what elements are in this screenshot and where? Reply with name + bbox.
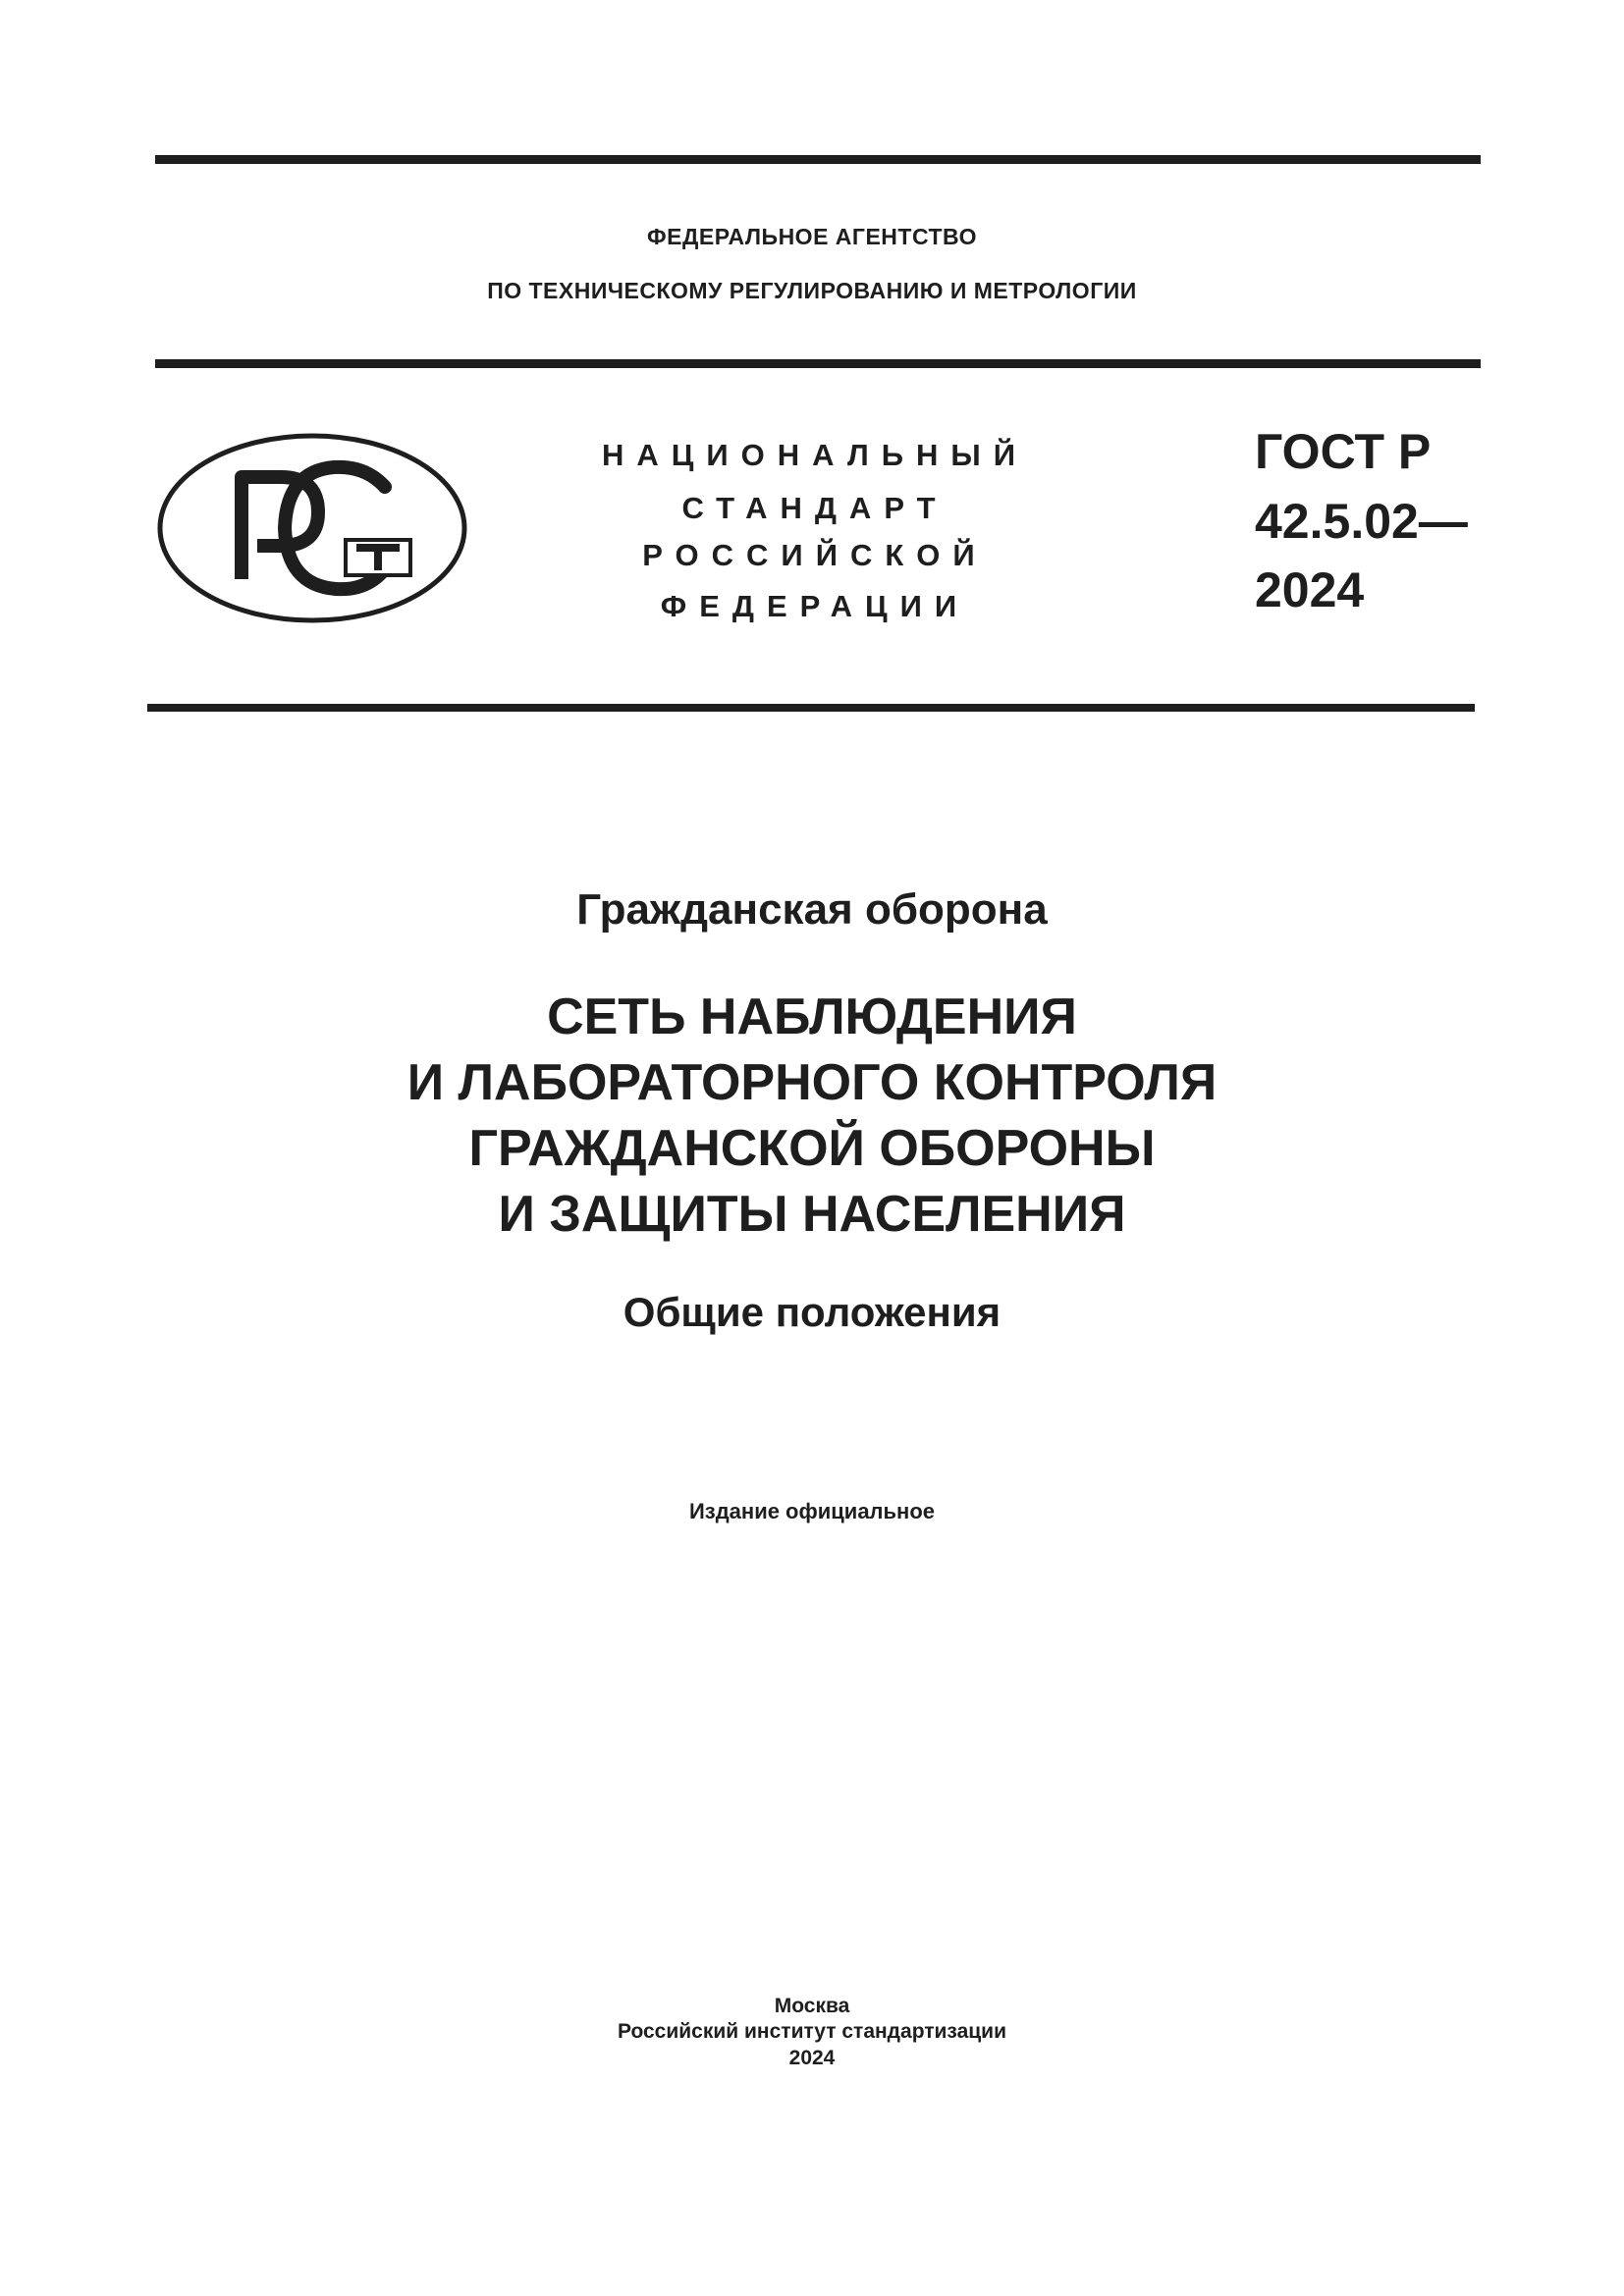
rst-logo-icon <box>155 430 469 626</box>
imprint-city: Москва <box>774 1995 850 2017</box>
standard-type-line-4: ФЕДЕРАЦИИ <box>660 589 970 623</box>
standard-type-line-1: НАЦИОНАЛЬНЫЙ <box>601 438 1029 472</box>
header-bottom-rule <box>147 704 1475 712</box>
document-subject: Гражданская оборона <box>576 885 1048 934</box>
standard-type-line-2: СТАНДАРТ <box>681 491 948 525</box>
designation-line-1: ГОСТ Р <box>1255 424 1432 479</box>
agency-line-2: ПО ТЕХНИЧЕСКОМУ РЕГУЛИРОВАНИЮ И МЕТРОЛОГИИ <box>487 278 1137 303</box>
designation-line-3: 2024 <box>1255 562 1365 617</box>
gost-r-logo <box>155 430 469 631</box>
top-rule <box>155 155 1481 164</box>
document-subtitle: Общие положения <box>623 1289 1001 1335</box>
title-line-3: ГРАЖДАНСКОЙ ОБОРОНЫ <box>468 1120 1156 1177</box>
designation-line-2: 42.5.02— <box>1255 494 1468 549</box>
standard-type-line-3: РОССИЙСКОЙ <box>642 538 988 572</box>
imprint-year: 2024 <box>788 2047 836 2069</box>
agency-line-1: ФЕДЕРАЛЬНОЕ АГЕНТСТВО <box>647 224 977 249</box>
title-line-1: СЕТЬ НАБЛЮДЕНИЯ <box>547 988 1077 1045</box>
imprint-publisher: Российский институт стандартизации <box>617 2020 1007 2043</box>
edition-note: Издание официальное <box>688 1499 936 1523</box>
header-rule <box>155 359 1481 368</box>
title-line-4: И ЗАЩИТЫ НАСЕЛЕНИЯ <box>498 1186 1126 1243</box>
title-line-2: И ЛАБОРАТОРНОГО КОНТРОЛЯ <box>406 1054 1218 1111</box>
